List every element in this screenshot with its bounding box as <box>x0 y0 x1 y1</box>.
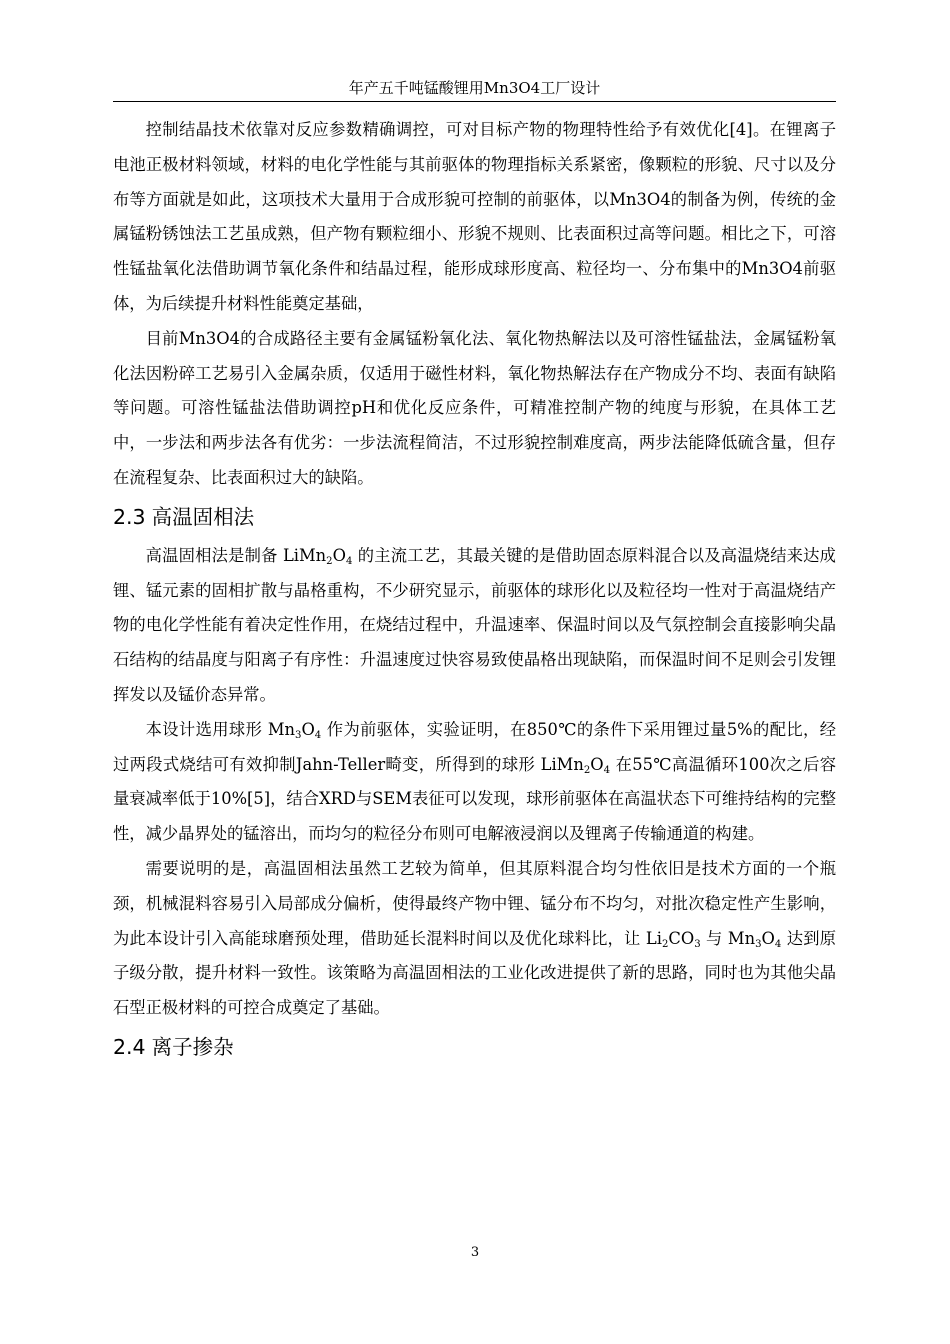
paragraph-mixing-uniformity: 需要说明的是，高温固相法虽然工艺较为简单，但其原料混合均匀性依旧是技术方面的一个瓶颈，机械混料容易引入局部成分偏析，使得最终产物中锂、锰分布不均匀，对批次稳定性产生影响，为此本设计引入高能球磨预处理，借助延长混料时间以及优化球料比，让 Li2CO3 与 Mn3O4 达到原子级分散，提升材料一致性。该策略为高温固相法的工业化改进提供了新的思路，同时也为其他尖晶石型正极材料的可控合成奠定了基础。 <box>113 858 836 1018</box>
section-heading-2-3 <box>113 496 836 539</box>
paragraph-solid-state-intro: 高温固相法是制备 LiMn2O4 的主流工艺，其最关键的是借助固态原料混合以及高温烧结来达成锂、锰元素的固相扩散与晶格重构，不少研究显示，前驱体的球形化以及粒径均一性对于高温烧结产物的电化学性能有着决定性作用，在烧结过程中，升温速率、保温时间以及气氛控制会直接影响尖晶石结构的结晶度与阳离子有序性：升温速度过快容易致使晶格出现缺陷，而保温时间不足则会引发锂挥发以及锰价态异常。 <box>113 545 836 704</box>
formula-li2co3: Li2CO3 <box>645 928 701 950</box>
paragraph-controlled-crystallization: 控制结晶技术依靠对反应参数精确调控，可对目标产物的物理特性给予有效优化[4]。在锂离子电池正极材料领域，材料的电化学性能与其前驱体的物理指标关系紧密，像颗粒的形貌、尺寸以及分布等方面就是如此，这项技术大量用于合成形貌可控制的前驱体，以Mn3O4的制备为例，传统的金属锰粉锈蚀法工艺虽成熟，但产物有颗粒细小、形貌不规则、比表面积过高等问题。相比之下，可溶性锰盐氧化法借助调节氧化条件和结晶过程，能形成球形度高、粒径均一、分布集中的Mn3O4前驱体，为后续提升材料性能奠定基础， <box>113 120 836 313</box>
section-number: 2.3 <box>113 504 146 529</box>
section-heading-2-4 <box>113 1026 836 1069</box>
formula-limn2o4: LiMn2O4 <box>282 545 353 567</box>
paragraph-synthesis-routes: 目前Mn3O4的合成路径主要有金属锰粉氧化法、氧化物热解法以及可溶性锰盐法，金属锰粉氧化法因粉碎工艺易引入金属杂质，仅适用于磁性材料，氧化物热解法存在产物成分不均、表面有缺陷等问题。可溶性锰盐法借助调控pH和优化反应条件，可精准控制产物的纯度与形貌，在具体工艺中，一步法和两步法各有优劣：一步法流程简洁，不过形貌控制难度高，两步法能降低硫含量，但存在流程复杂、比表面积过大的缺陷。 <box>113 328 836 487</box>
formula-mn3o4: Mn3O4 <box>267 719 322 741</box>
document-body <box>113 113 836 1069</box>
formula-mn3o4: Mn3O4 <box>727 928 782 950</box>
paragraph-design-precursor: 本设计选用球形 Mn3O4 作为前驱体，实验证明，在850℃的条件下采用锂过量5%的配比，经过两段式烧结可有效抑制Jahn-Teller畸变，所得到的球形 LiMn2O4 在55℃高温循环100次之后容量衰减率低于10%[5]，结合XRD与SEM表征可以发现，球形前驱体在高温状态下可维持结构的完整性，减少晶界处的锰溶出，而均匀的粒径分布则可电解液浸润以及锂离子传输通道的构建。 <box>113 719 836 844</box>
formula-limn2o4: LiMn2O4 <box>540 754 611 776</box>
header-divider <box>113 101 836 102</box>
section-title: 高温固相法 <box>151 504 255 529</box>
page-number: 3 <box>470 1245 480 1260</box>
section-number: 2.4 <box>113 1034 146 1059</box>
section-title: 离子掺杂 <box>151 1034 234 1059</box>
running-header: 年产五千吨锰酸锂用Mn3O4工厂设计 <box>348 79 601 97</box>
